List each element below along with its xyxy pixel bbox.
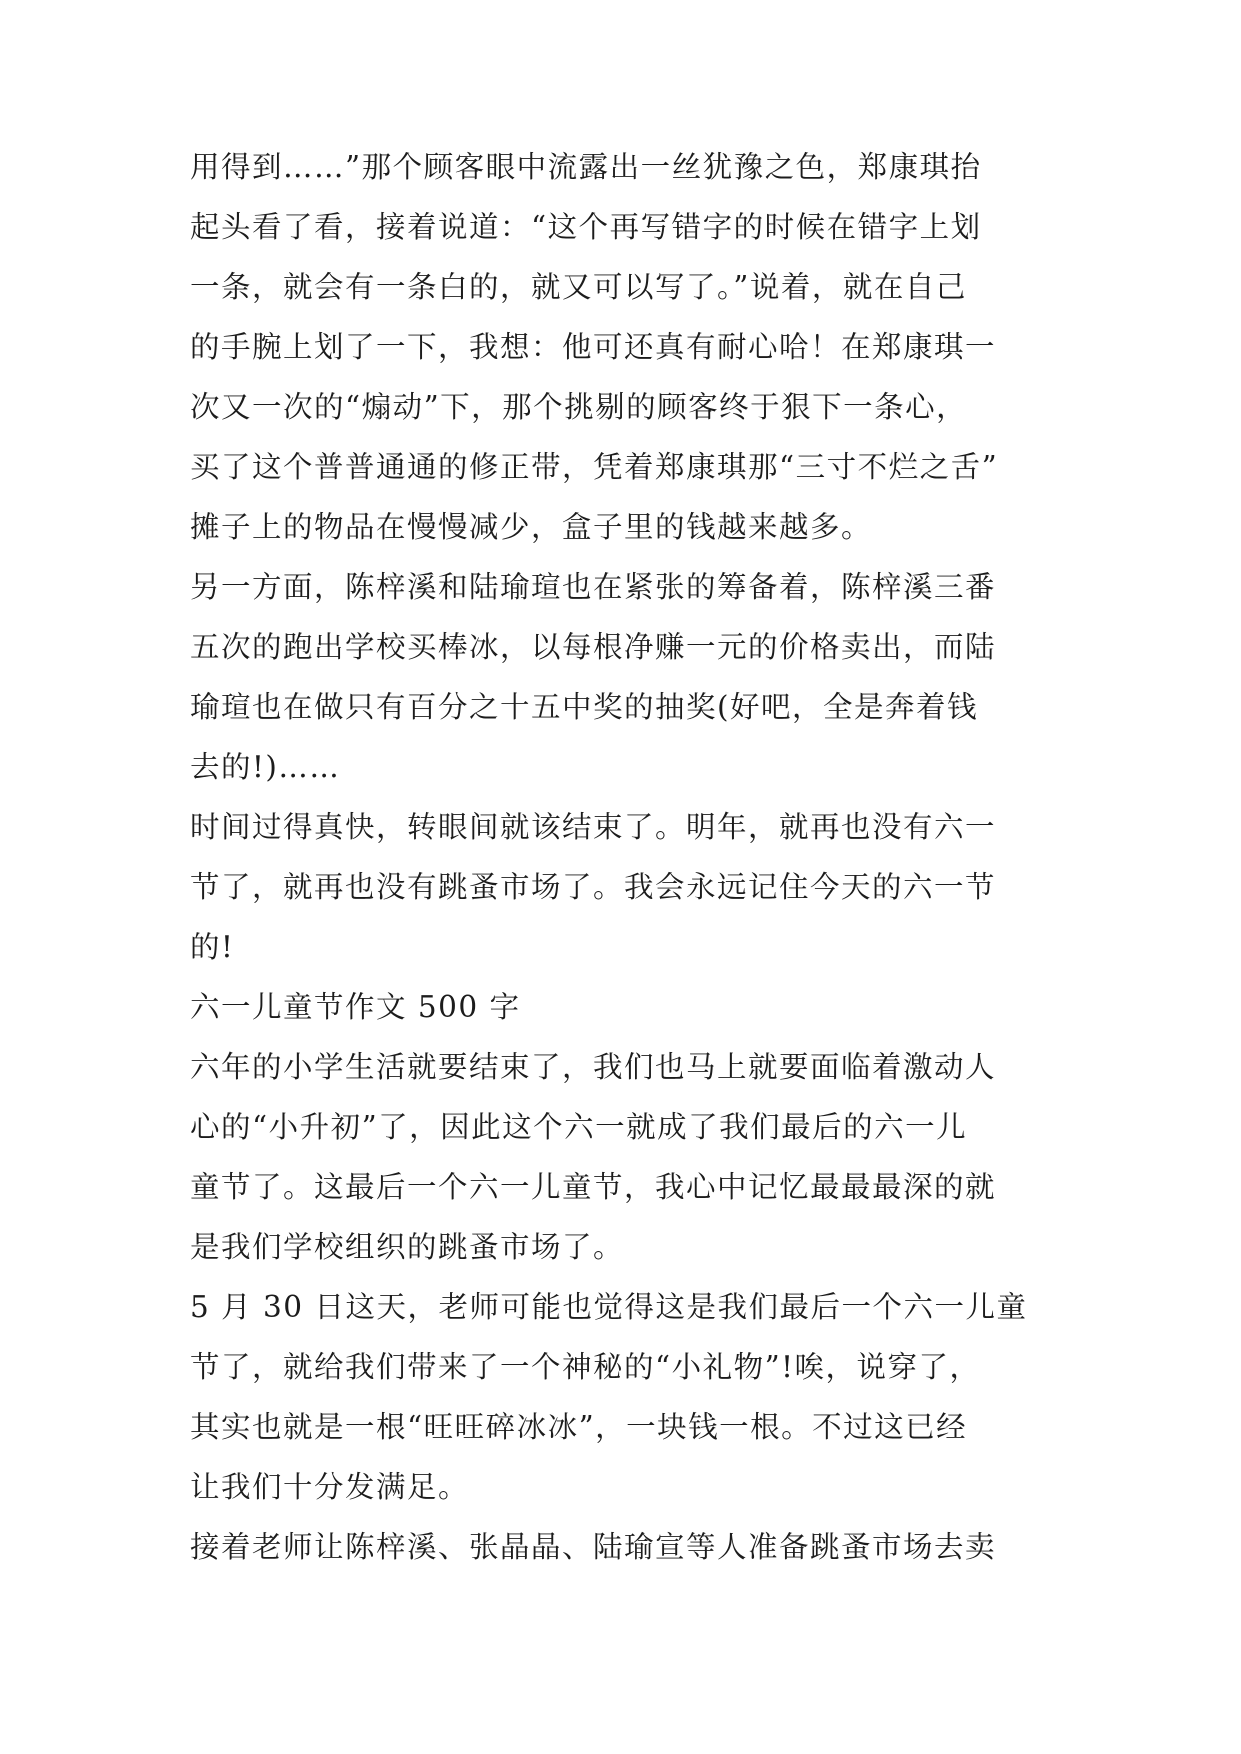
text-line: 次又一次的“煽动”下，那个挑剔的顾客终于狠下一条心，	[190, 390, 968, 424]
text-line: 瑜瑄也在做只有百分之十五中奖的抽奖(好吧，全是奔着钱	[190, 690, 979, 724]
text-line: 时间过得真快，转眼间就该结束了。明年，就再也没有六一	[190, 810, 997, 844]
text-line: 节了，就再也没有跳蚤市场了。我会永远记住今天的六一节	[190, 870, 997, 904]
text-line: 童节了。这最后一个六一儿童节，我心中记忆最最最深的就	[190, 1170, 997, 1204]
text-line: 是我们学校组织的跳蚤市场了。	[190, 1230, 625, 1264]
text-line: 六年的小学生活就要结束了，我们也马上就要面临着激动人	[190, 1050, 997, 1084]
text-line: 的手腕上划了一下，我想：他可还真有耐心哈！在郑康琪一	[190, 330, 997, 364]
text-line: 另一方面，陈梓溪和陆瑜瑄也在紧张的筹备着，陈梓溪三番	[190, 570, 997, 604]
text-line: 摊子上的物品在慢慢减少，盒子里的钱越来越多。	[190, 510, 873, 544]
text-line: 一条，就会有一条白的，就又可以写了。”说着，就在自己	[190, 270, 967, 304]
text-line: 用得到……”那个顾客眼中流露出一丝犹豫之色，郑康琪抬	[190, 150, 982, 184]
text-line: 五次的跑出学校买棒冰，以每根净赚一元的价格卖出，而陆	[190, 630, 997, 664]
text-line: 节了，就给我们带来了一个神秘的“小礼物”!唉，说穿了，	[190, 1350, 981, 1384]
text-line: 买了这个普普通通的修正带，凭着郑康琪那“三寸不烂之舌”	[190, 450, 999, 484]
text-line: 接着老师让陈梓溪、张晶晶、陆瑜宣等人准备跳蚤市场去卖	[190, 1530, 997, 1564]
text-line: 其实也就是一根“旺旺碎冰冰”，一块钱一根。不过这已经	[190, 1410, 968, 1444]
text-line: 去的!)……	[190, 750, 341, 784]
section-heading: 六一儿童节作文 500 字	[190, 990, 521, 1024]
text-line: 起头看了看，接着说道：“这个再写错字的时候在错字上划	[190, 210, 982, 244]
text-line: 心的“小升初”了，因此这个六一就成了我们最后的六一儿	[190, 1110, 968, 1144]
text-line: 让我们十分发满足。	[190, 1470, 470, 1504]
text-line: 5 月 30 日这天，老师可能也觉得这是我们最后一个六一儿童	[190, 1290, 1028, 1324]
text-line: 的!	[190, 930, 235, 964]
